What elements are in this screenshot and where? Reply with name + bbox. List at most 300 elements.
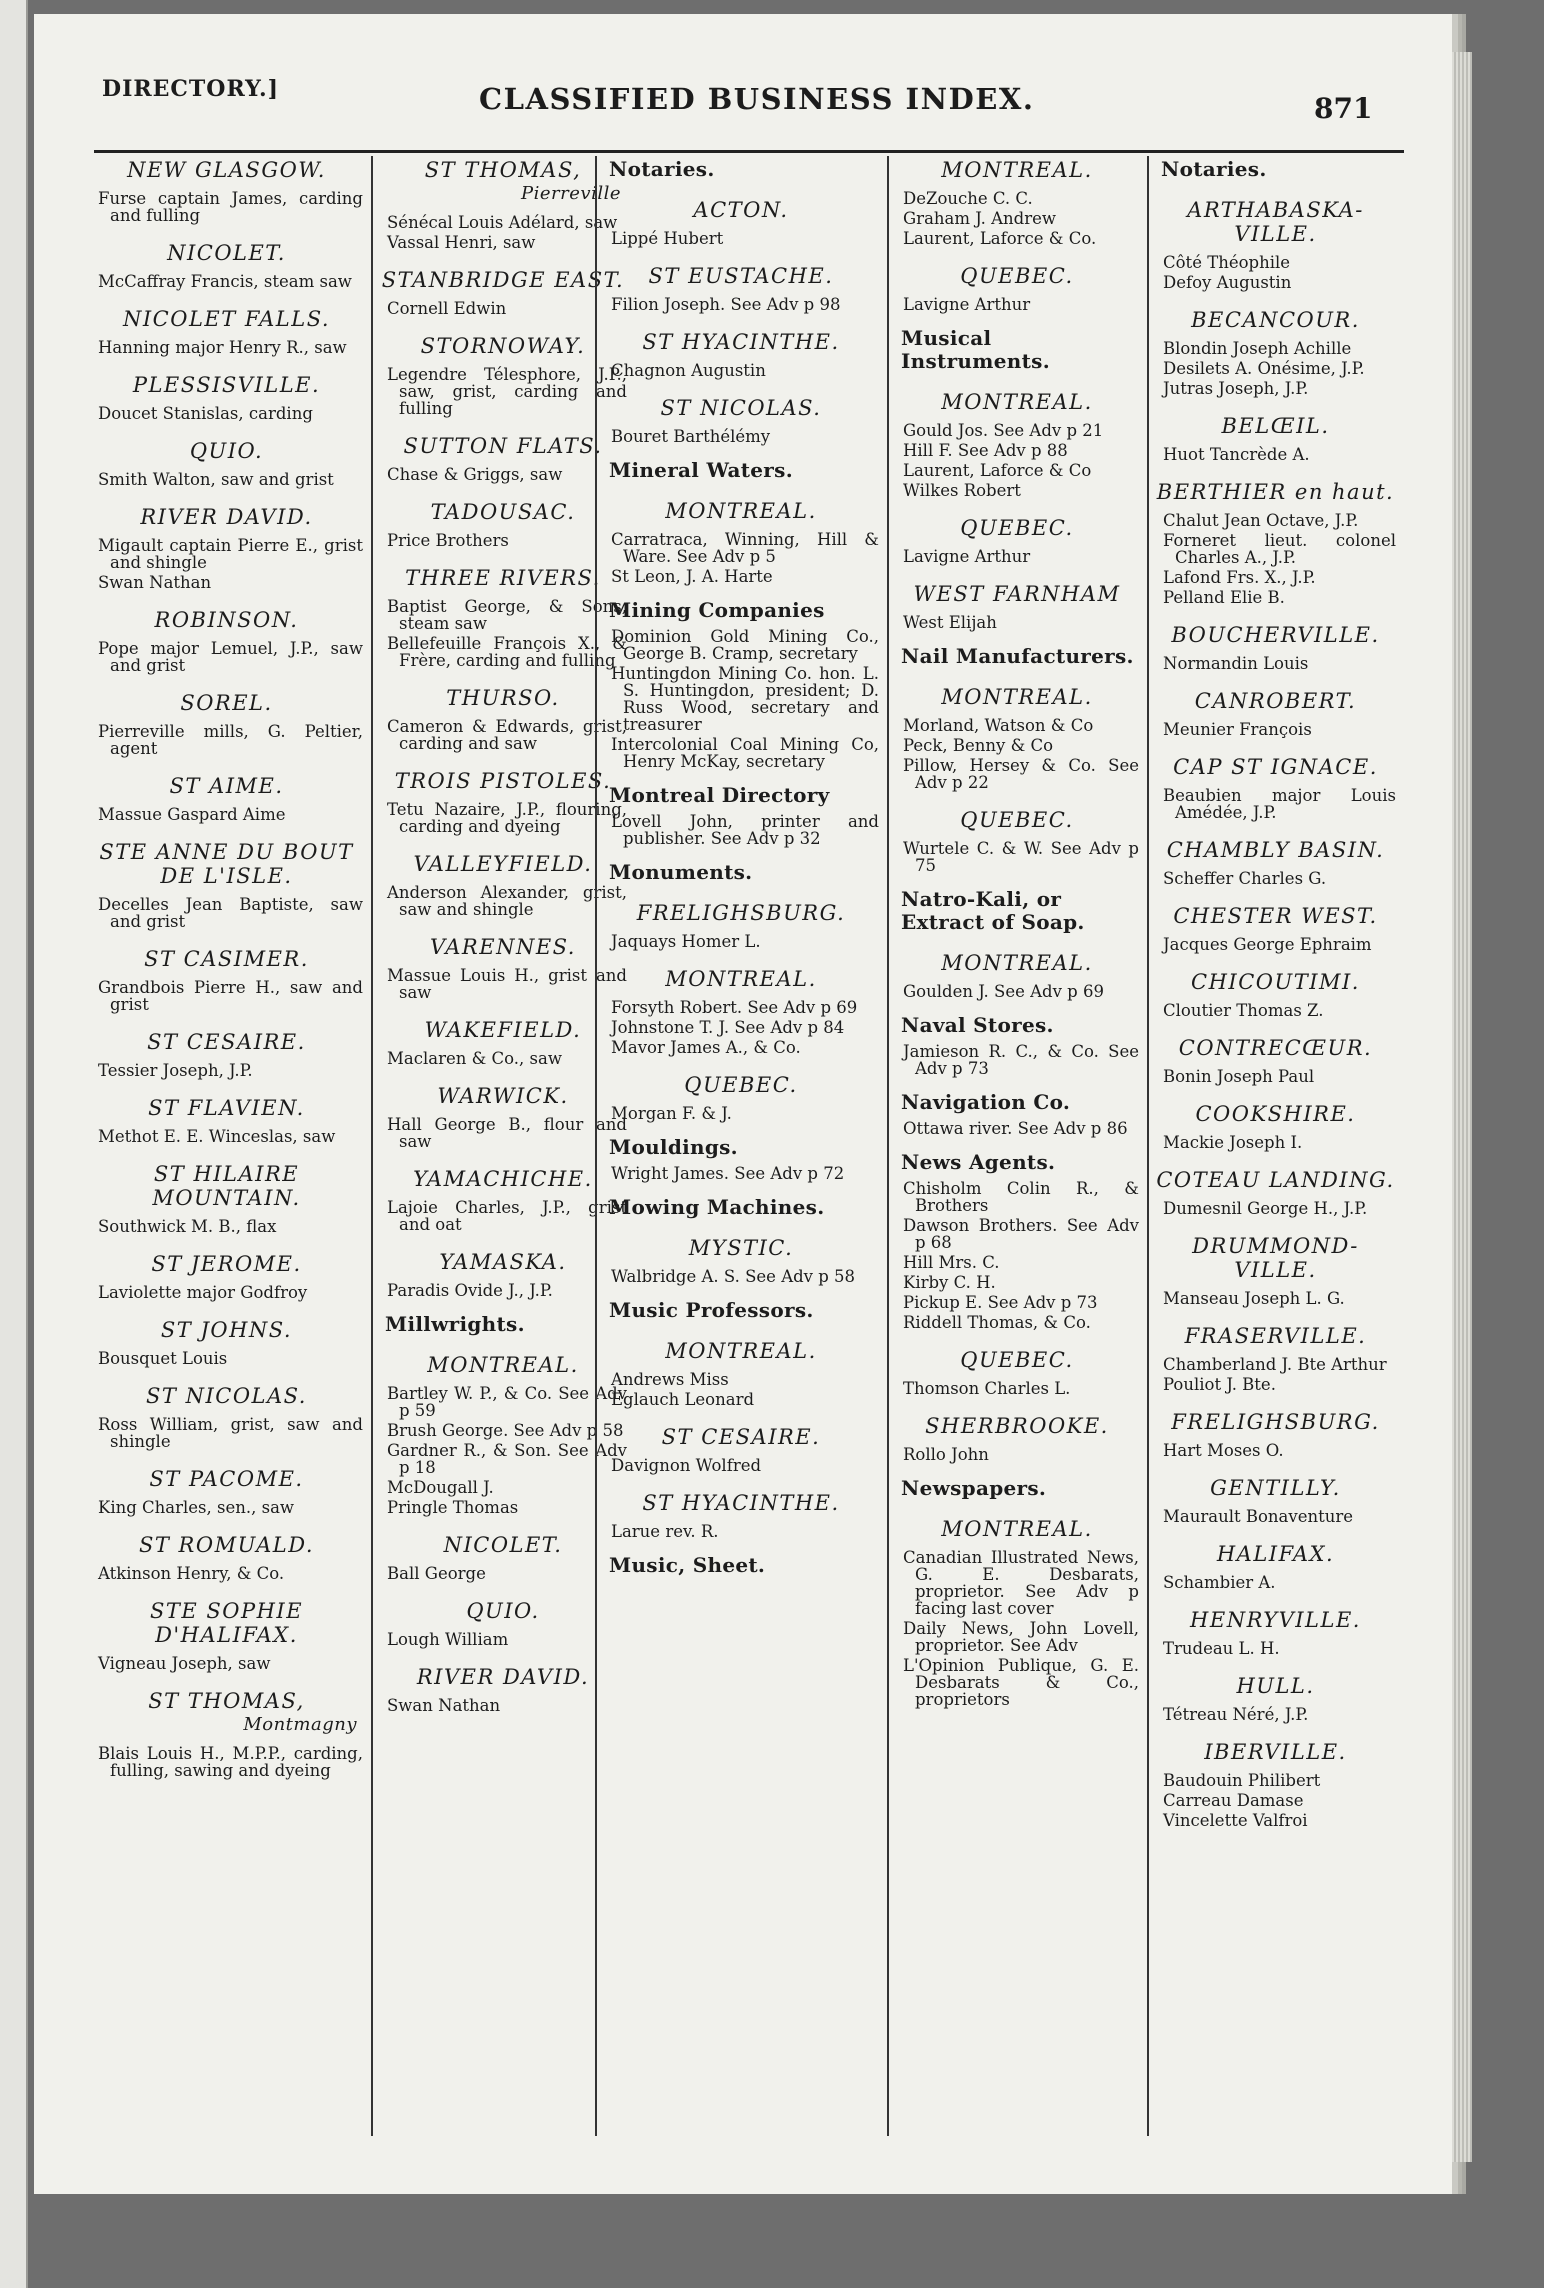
business-entry: Bonin Joseph Paul (1163, 1067, 1315, 1086)
business-entry: Normandin Louis (1163, 654, 1309, 673)
index-column-1 (84, 156, 369, 2136)
place-name: ST AIME. (169, 774, 284, 798)
place-heading (895, 808, 1139, 832)
place-name: DRUMMOND-VILLE. (1192, 1234, 1359, 1282)
place-heading (895, 158, 1139, 182)
place-heading (379, 1665, 627, 1689)
business-entry: Migault captain Pierre E., grist and shingle (98, 536, 363, 572)
business-entry: Kirby C. H. (903, 1273, 996, 1292)
place-name: ST THOMAS, (424, 158, 582, 182)
place-heading (379, 769, 627, 793)
business-entry: Goulden J. See Adv p 69 (903, 982, 1104, 1001)
place-name: GENTILLY. (1210, 1476, 1341, 1500)
place-name: FRELIGHSBURG. (1171, 1410, 1380, 1434)
place-name: COTEAU LANDING. (1156, 1168, 1395, 1192)
place-name: WARWICK. (437, 1084, 569, 1108)
place-name: YAMASKA. (439, 1250, 567, 1274)
place-name: ST ROMUALD. (138, 1533, 315, 1557)
category-heading: Mining Companies (609, 598, 825, 622)
business-entry: Forsyth Robert. See Adv p 69 (611, 998, 858, 1017)
business-entry: Lafond Frs. X., J.P. (1163, 568, 1316, 587)
business-entry: Pringle Thomas (387, 1498, 519, 1517)
business-entry: Canadian Illustrated News, G. E. Desbarats, proprietor. See Adv p facing last cover (903, 1548, 1139, 1618)
business-entry: Forneret lieut. colonel Charles A., J.P. (1163, 531, 1396, 567)
business-entry: Furse captain James, carding and fulling (98, 189, 363, 225)
business-entry: Larue rev. R. (611, 1522, 719, 1541)
business-entry: St Leon, J. A. Harte (611, 567, 773, 586)
category-heading: Mouldings. (609, 1135, 738, 1159)
place-heading (603, 396, 879, 420)
business-entry: L'Opinion Publique, G. E. Desbarats & Co., proprietors (903, 1656, 1139, 1709)
business-entry: Desilets A. Onésime, J.P. (1163, 359, 1365, 378)
place-heading (90, 1384, 363, 1408)
business-entry: Rollo John (903, 1445, 989, 1464)
business-entry: Carratraca, Winning, Hill & Ware. See Adv p 5 (611, 530, 879, 566)
business-entry: Hanning major Henry R., saw (98, 338, 347, 357)
place-name: FRELIGHSBURG. (636, 901, 846, 925)
business-entry: King Charles, sen., saw (98, 1498, 295, 1517)
business-entry: Pierreville mills, G. Peltier, agent (98, 722, 363, 758)
business-entry: Morgan F. & J. (611, 1104, 732, 1123)
place-heading (90, 1030, 363, 1054)
place-heading (379, 1250, 627, 1274)
place-subheading: Pierreville (521, 183, 621, 204)
place-name: TADOUSAC. (430, 500, 576, 524)
place-heading (1155, 838, 1396, 862)
place-name: ST CESAIRE. (661, 1425, 821, 1449)
place-heading (1155, 1608, 1396, 1632)
category-heading: Navigation Co. (901, 1090, 1071, 1114)
place-heading (895, 1348, 1139, 1372)
place-heading (90, 1599, 363, 1647)
category-heading: Naval Stores. (901, 1013, 1054, 1037)
business-entry: Hall George B., flour and saw (387, 1115, 627, 1151)
business-entry: Price Brothers (387, 531, 509, 550)
place-heading (379, 1167, 627, 1191)
business-entry: Brush George. See Adv p 58 (387, 1421, 624, 1440)
category-heading: Mineral Waters. (609, 458, 793, 482)
business-entry: Hill Mrs. C. (903, 1253, 1000, 1272)
place-name: ST EUSTACHE. (648, 264, 834, 288)
place-heading (90, 1096, 363, 1120)
place-heading (1155, 904, 1396, 928)
place-name: ST THOMAS, (148, 1689, 305, 1713)
business-entry: Defoy Augustin (1163, 273, 1292, 292)
business-entry: Thomson Charles L. (903, 1379, 1071, 1398)
place-name: MONTREAL. (665, 1339, 817, 1363)
place-name: FRASERVILLE. (1184, 1324, 1367, 1348)
place-name: MONTREAL. (941, 1517, 1093, 1541)
place-name: TROIS PISTOLES. (394, 769, 612, 793)
business-entry: Vigneau Joseph, saw (98, 1654, 271, 1673)
place-heading (1155, 414, 1396, 438)
place-name: NICOLET. (167, 241, 286, 265)
business-entry: Scheffer Charles G. (1163, 869, 1327, 888)
business-entry: Anderson Alexander, grist, saw and shingle (387, 883, 627, 919)
business-entry: Lajoie Charles, J.P., grist and oat (387, 1198, 627, 1234)
business-entry: Wurtele C. & W. See Adv p 75 (903, 839, 1139, 875)
business-entry: Jacques George Ephraim (1163, 935, 1372, 954)
place-heading (90, 1162, 363, 1210)
place-name: ST CASIMER. (144, 947, 309, 971)
index-column-5 (1147, 156, 1402, 2136)
place-name: CHESTER WEST. (1173, 904, 1378, 928)
business-entry: Massue Louis H., grist and saw (387, 966, 627, 1002)
place-name: QUEBEC. (960, 516, 1074, 540)
place-heading (90, 307, 363, 331)
place-name: QUEBEC. (960, 1348, 1074, 1372)
business-entry: Hart Moses O. (1163, 1441, 1284, 1460)
place-heading (1155, 1324, 1396, 1348)
place-name: HULL. (1236, 1674, 1315, 1698)
business-entry: Grandbois Pierre H., saw and grist (98, 978, 363, 1014)
place-heading (603, 1236, 879, 1260)
business-entry: Walbridge A. S. See Adv p 58 (611, 1267, 856, 1286)
place-heading (1155, 1476, 1396, 1500)
category-heading: Natro-Kali, or Extract of Soap. (901, 887, 1085, 934)
business-entry: Carreau Damase (1163, 1791, 1304, 1810)
place-heading (895, 1517, 1139, 1541)
business-entry: Johnstone T. J. See Adv p 84 (611, 1018, 845, 1037)
business-entry: Hill F. See Adv p 88 (903, 441, 1068, 460)
place-heading (895, 516, 1139, 540)
business-entry: Lavigne Arthur (903, 295, 1031, 314)
place-heading (379, 334, 627, 358)
place-heading (603, 1073, 879, 1097)
place-name: ROBINSON. (154, 608, 299, 632)
place-name: CONTRECŒUR. (1178, 1036, 1373, 1060)
page-title: CLASSIFIED BUSINESS INDEX. (479, 82, 1035, 116)
place-heading (90, 158, 363, 182)
business-entry: Meunier François (1163, 720, 1312, 739)
business-entry: McCaffray Francis, steam saw (98, 272, 352, 291)
place-name: ST CESAIRE. (147, 1030, 306, 1054)
place-heading (895, 951, 1139, 975)
business-entry: Cloutier Thomas Z. (1163, 1001, 1324, 1020)
place-name: ST NICOLAS. (146, 1384, 307, 1408)
place-heading (379, 500, 627, 524)
place-name: ST NICOLAS. (660, 396, 822, 420)
business-entry: Doucet Stanislas, carding (98, 404, 313, 423)
place-name: NICOLET. (443, 1533, 563, 1557)
place-heading (379, 1533, 627, 1557)
place-heading (1155, 480, 1396, 504)
place-heading (603, 499, 879, 523)
business-entry: Dominion Gold Mining Co., George B. Cramp, secretary (611, 627, 879, 663)
place-heading (90, 947, 363, 971)
place-heading (379, 434, 627, 458)
place-heading (90, 1252, 363, 1276)
business-entry: Methot E. E. Winceslas, saw (98, 1127, 336, 1146)
place-name: BELŒIL. (1221, 414, 1330, 438)
place-name: QUEBEC. (960, 808, 1074, 832)
business-entry: Beaubien major Louis Amédée, J.P. (1163, 786, 1396, 822)
place-name: THURSO. (446, 686, 560, 710)
place-heading (1155, 1410, 1396, 1434)
category-heading: Notaries. (1161, 157, 1267, 181)
place-heading (379, 1018, 627, 1042)
business-entry: Ball George (387, 1564, 486, 1583)
place-heading (1155, 308, 1396, 332)
place-heading (379, 1599, 627, 1623)
business-entry: Smith Walton, saw and grist (98, 470, 334, 489)
index-column-2 (371, 156, 633, 2136)
place-heading (603, 198, 879, 222)
business-entry: Pouliot J. Bte. (1163, 1375, 1276, 1394)
business-entry: DeZouche C. C. (903, 189, 1033, 208)
business-entry: Blais Louis H., M.P.P., carding, fulling, sawing and dyeing (98, 1744, 363, 1780)
place-heading (90, 1318, 363, 1342)
book-page-stack (1452, 52, 1472, 2162)
place-heading (1155, 689, 1396, 713)
place-name: BECANCOUR. (1191, 308, 1360, 332)
business-entry: Chamberland J. Bte Arthur (1163, 1355, 1387, 1374)
place-heading (895, 390, 1139, 414)
place-name: SOREL. (180, 691, 273, 715)
business-entry: Filion Joseph. See Adv p 98 (611, 295, 841, 314)
category-heading: Newspapers. (901, 1476, 1047, 1500)
place-name: STANBRIDGE EAST. (381, 268, 625, 292)
place-name: RIVER DAVID. (140, 505, 313, 529)
business-entry: Trudeau L. H. (1163, 1639, 1280, 1658)
business-entry: Bouret Barthélémy (611, 427, 771, 446)
category-heading: Monuments. (609, 860, 753, 884)
place-heading (379, 268, 627, 292)
business-entry: Baudouin Philibert (1163, 1771, 1321, 1790)
page-header (34, 54, 1452, 144)
place-heading (895, 582, 1139, 606)
place-name: ST JOHNS. (160, 1318, 293, 1342)
place-heading (379, 1353, 627, 1377)
place-heading (603, 1425, 879, 1449)
place-heading (90, 774, 363, 798)
business-entry: Schambier A. (1163, 1573, 1276, 1592)
business-entry: Pelland Elie B. (1163, 588, 1285, 607)
business-entry: Huntingdon Mining Co. hon. L. S. Huntingdon, president; D. Russ Wood, secretary and treasurer (611, 664, 879, 734)
place-name: STORNOWAY. (420, 334, 586, 358)
place-name: BERTHIER en haut. (1156, 480, 1395, 504)
business-entry: Cameron & Edwards, grist, carding and saw (387, 717, 627, 753)
place-heading (379, 566, 627, 590)
place-heading (1155, 755, 1396, 779)
place-name: MONTREAL. (665, 967, 817, 991)
business-entry: Andrews Miss (611, 1370, 729, 1389)
place-name: QUEBEC. (684, 1073, 798, 1097)
business-entry: Vassal Henri, saw (387, 233, 536, 252)
business-entry: Daily News, John Lovell, proprietor. See Adv (903, 1619, 1139, 1655)
business-entry: Wright James. See Adv p 72 (611, 1164, 845, 1183)
place-heading (90, 1533, 363, 1557)
business-entry: Decelles Jean Baptiste, saw and grist (98, 895, 363, 931)
business-entry: Ross William, grist, saw and shingle (98, 1415, 363, 1451)
place-heading (90, 241, 363, 265)
place-heading (90, 505, 363, 529)
category-heading: Nail Manufacturers. (901, 644, 1134, 668)
business-entry: Chase & Griggs, saw (387, 465, 563, 484)
business-entry: Baptist George, & Sons, steam saw (387, 597, 627, 633)
business-entry: Eglauch Leonard (611, 1390, 755, 1409)
place-heading (1155, 1740, 1396, 1764)
place-name: CHAMBLY BASIN. (1166, 838, 1385, 862)
business-entry: Paradis Ovide J., J.P. (387, 1281, 553, 1300)
business-entry: West Elijah (903, 613, 997, 632)
index-column-3 (595, 156, 885, 2136)
business-entry: Peck, Benny & Co (903, 736, 1054, 755)
business-entry: Sénécal Louis Adélard, saw (387, 213, 618, 232)
header-rule (94, 150, 1404, 153)
category-heading: Mowing Machines. (609, 1195, 825, 1219)
business-entry: Lough William (387, 1630, 509, 1649)
place-heading (603, 901, 879, 925)
category-heading: News Agents. (901, 1150, 1056, 1174)
business-entry: Lovell John, printer and publisher. See Adv p 32 (611, 812, 879, 848)
place-heading (379, 1084, 627, 1108)
place-name: HALIFAX. (1216, 1542, 1335, 1566)
business-entry: Laviolette major Godfroy (98, 1283, 308, 1302)
business-entry: Bartley W. P., & Co. See Adv p 59 (387, 1384, 627, 1420)
place-heading (379, 158, 627, 206)
place-name: THREE RIVERS. (405, 566, 601, 590)
place-name: COOKSHIRE. (1195, 1102, 1356, 1126)
business-entry: Côté Théophile (1163, 253, 1291, 272)
business-entry: Dawson Brothers. See Adv p 68 (903, 1216, 1139, 1252)
business-entry: Chisholm Colin R., & Brothers (903, 1179, 1139, 1215)
place-heading (379, 686, 627, 710)
business-entry: Pillow, Hersey & Co. See Adv p 22 (903, 756, 1139, 792)
category-heading: Musical Instruments. (901, 326, 1050, 373)
business-entry: Gould Jos. See Adv p 21 (903, 421, 1104, 440)
adjacent-page-edge (0, 0, 28, 2288)
place-name: QUIO. (189, 439, 264, 463)
place-heading (90, 840, 363, 888)
place-name: ST PACOME. (149, 1467, 304, 1491)
place-heading (1155, 623, 1396, 647)
place-name: SUTTON FLATS. (403, 434, 603, 458)
category-heading: Notaries. (609, 157, 715, 181)
business-entry: Manseau Joseph L. G. (1163, 1289, 1345, 1308)
business-entry: Graham J. Andrew (903, 209, 1056, 228)
business-entry: Legendre Télesphore, J.P., saw, grist, carding and fulling (387, 365, 627, 418)
place-heading (895, 1414, 1139, 1438)
place-name: NEW GLASGOW. (127, 158, 326, 182)
business-entry: Davignon Wolfred (611, 1456, 762, 1475)
place-name: HENRYVILLE. (1190, 1608, 1361, 1632)
place-name: RIVER DAVID. (416, 1665, 590, 1689)
index-column-4 (887, 156, 1145, 2136)
place-name: MONTREAL. (941, 685, 1093, 709)
business-entry: Jamieson R. C., & Co. See Adv p 73 (903, 1042, 1139, 1078)
place-name: ARTHABASKA-VILLE. (1187, 198, 1364, 246)
place-name: YAMACHICHE. (413, 1167, 593, 1191)
business-entry: Chagnon Augustin (611, 361, 766, 380)
business-entry: Southwick M. B., flax (98, 1217, 277, 1236)
business-entry: Pope major Lemuel, J.P., saw and grist (98, 639, 363, 675)
place-name: NICOLET FALLS. (122, 307, 331, 331)
place-heading (603, 1491, 879, 1515)
business-entry: Laurent, Laforce & Co. (903, 229, 1097, 248)
business-entry: Maclaren & Co., saw (387, 1049, 562, 1068)
business-entry: Bousquet Louis (98, 1349, 228, 1368)
place-name: ST JEROME. (151, 1252, 302, 1276)
place-name: WAKEFIELD. (424, 1018, 582, 1042)
place-name: ACTON. (693, 198, 789, 222)
place-heading (603, 1339, 879, 1363)
place-name: CHICOUTIMI. (1191, 970, 1360, 994)
business-entry: Wilkes Robert (903, 481, 1021, 500)
category-heading: Music Professors. (609, 1298, 814, 1322)
category-heading: Music, Sheet. (609, 1553, 766, 1577)
business-entry: Atkinson Henry, & Co. (98, 1564, 285, 1583)
business-entry: Riddell Thomas, & Co. (903, 1313, 1091, 1332)
place-heading (1155, 1674, 1396, 1698)
place-name: PLESSISVILLE. (132, 373, 321, 397)
place-heading (1155, 1102, 1396, 1126)
place-heading (90, 373, 363, 397)
business-entry: Vincelette Valfroi (1163, 1811, 1308, 1830)
place-heading (1155, 198, 1396, 246)
place-subheading: Montmagny (243, 1714, 357, 1735)
place-heading (1155, 1036, 1396, 1060)
business-entry: Mackie Joseph I. (1163, 1133, 1303, 1152)
business-entry: McDougall J. (387, 1478, 494, 1497)
business-entry: Swan Nathan (387, 1696, 501, 1715)
business-entry: Massue Gaspard Aime (98, 805, 286, 824)
business-entry: Tetu Nazaire, J.P., flouring, carding and dyeing (387, 800, 627, 836)
page-number: 871 (1314, 92, 1373, 125)
place-name: STE ANNE DU BOUT DE L'ISLE. (99, 840, 354, 888)
place-heading (90, 1467, 363, 1491)
place-heading (895, 264, 1139, 288)
category-heading: Montreal Directory (609, 783, 830, 807)
business-entry: Cornell Edwin (387, 299, 507, 318)
business-entry: Huot Tancrède A. (1163, 445, 1310, 464)
business-entry: Bellefeuille François X., & Frère, carding and fulling (387, 634, 627, 670)
category-heading: Millwrights. (385, 1312, 525, 1336)
place-heading (90, 691, 363, 715)
place-name: MYSTIC. (688, 1236, 794, 1260)
business-entry: Lavigne Arthur (903, 547, 1031, 566)
place-heading (603, 330, 879, 354)
place-name: MONTREAL. (941, 951, 1093, 975)
place-heading (379, 852, 627, 876)
place-name: WEST FARNHAM (913, 582, 1121, 606)
business-entry: Tessier Joseph, J.P. (98, 1061, 253, 1080)
place-name: QUIO. (466, 1599, 540, 1623)
business-entry: Maurault Bonaventure (1163, 1507, 1354, 1526)
place-name: SHERBROOKE. (925, 1414, 1109, 1438)
place-heading (90, 439, 363, 463)
business-entry: Dumesnil George H., J.P. (1163, 1199, 1368, 1218)
business-entry: Morland, Watson & Co (903, 716, 1094, 735)
place-heading (90, 1689, 363, 1737)
place-name: MONTREAL. (665, 499, 817, 523)
place-name: BOUCHERVILLE. (1171, 623, 1380, 647)
place-name: ST FLAVIEN. (148, 1096, 305, 1120)
business-entry: Pickup E. See Adv p 73 (903, 1293, 1098, 1312)
place-heading (895, 685, 1139, 709)
business-entry: Mavor James A., & Co. (611, 1038, 801, 1057)
business-entry: Intercolonial Coal Mining Co, Henry McKay, secretary (611, 735, 879, 771)
place-heading (1155, 970, 1396, 994)
place-name: CAP ST IGNACE. (1173, 755, 1378, 779)
business-entry: Laurent, Laforce & Co (903, 461, 1092, 480)
place-name: STE SOPHIE D'HALIFAX. (149, 1599, 304, 1647)
place-name: ST HYACINTHE. (642, 330, 840, 354)
business-entry: Tétreau Néré, J.P. (1163, 1705, 1309, 1724)
business-entry: Gardner R., & Son. See Adv p 18 (387, 1441, 627, 1477)
running-head-left: DIRECTORY.] (102, 76, 280, 102)
place-name: ST HILAIRE MOUNTAIN. (152, 1162, 301, 1210)
